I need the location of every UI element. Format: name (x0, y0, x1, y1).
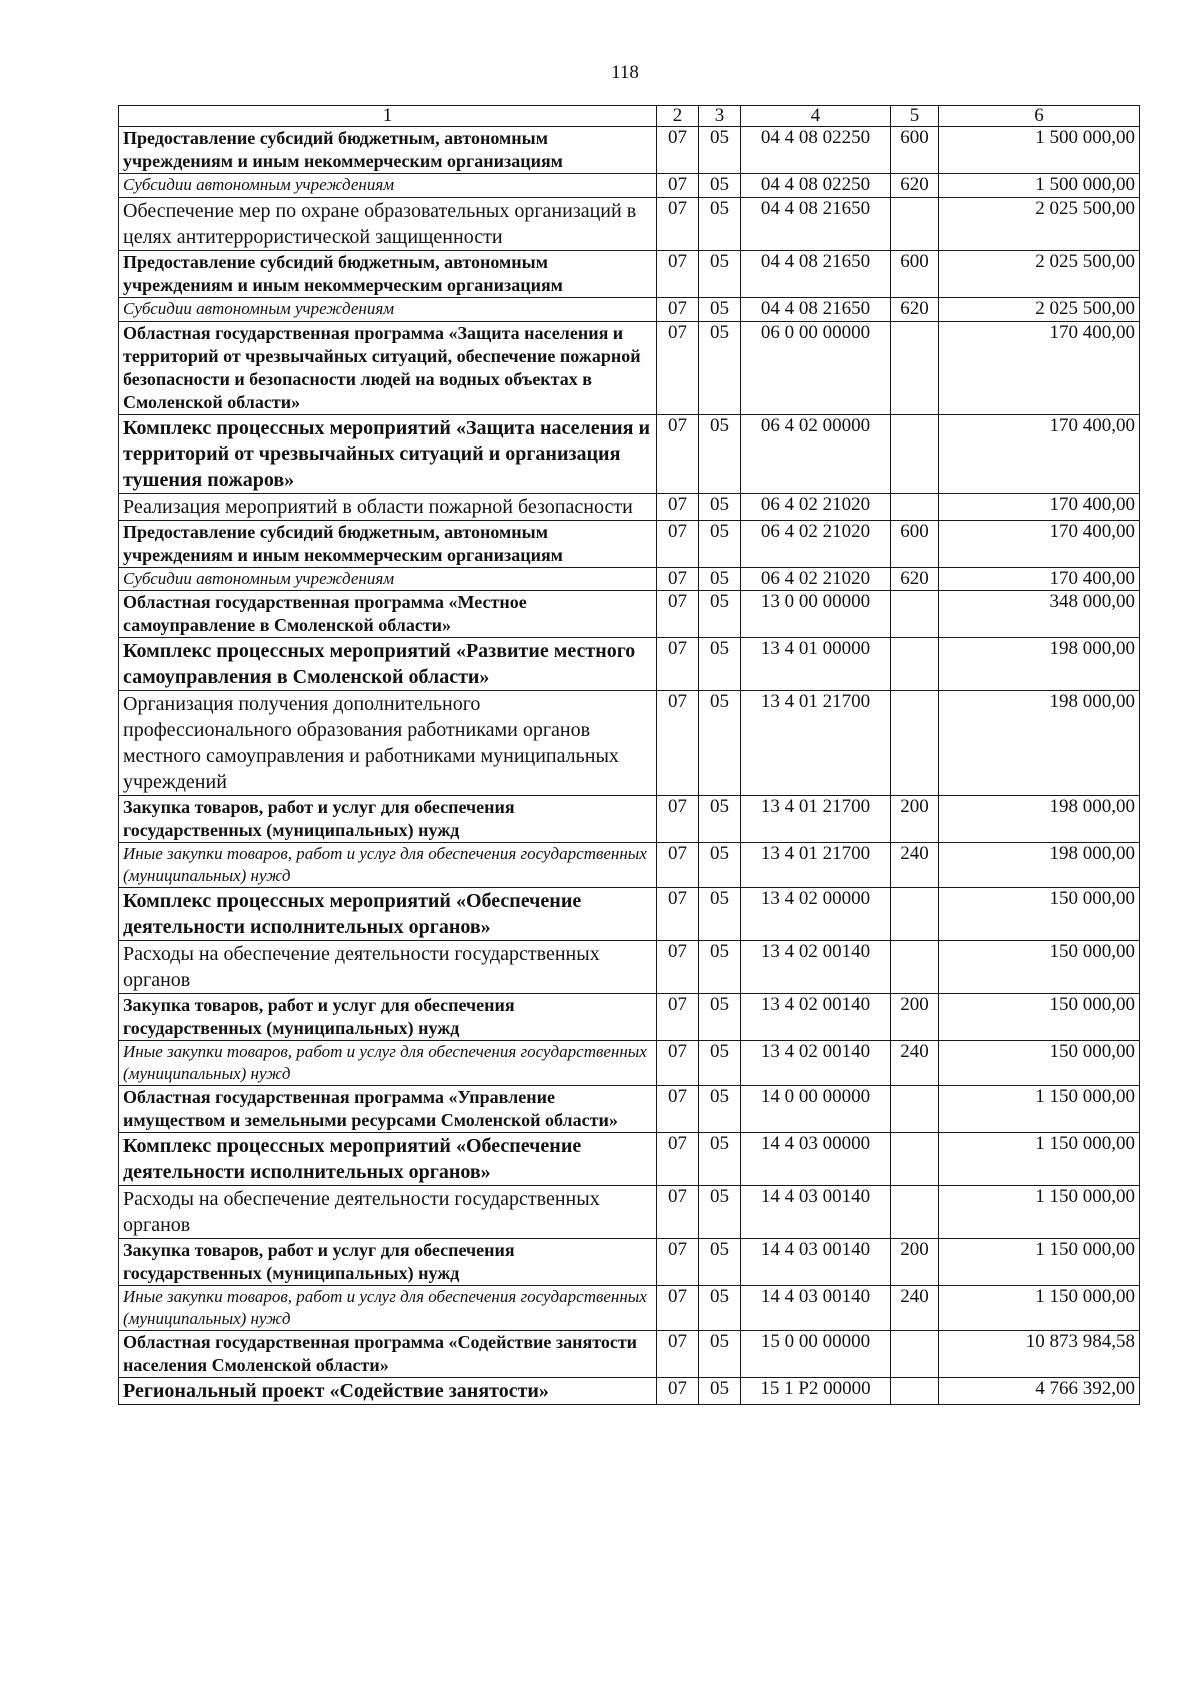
header-col-4: 4 (741, 106, 891, 127)
row-section-cell: 07 (657, 1331, 699, 1378)
row-name-cell: Иные закупки товаров, работ и услуг для обеспечения государственных (муниципальных) нужд (119, 1286, 657, 1331)
header-col-6: 6 (939, 106, 1140, 127)
row-subsection-cell: 05 (699, 796, 741, 843)
row-subsection-cell: 05 (699, 888, 741, 941)
row-subsection-cell: 05 (699, 1286, 741, 1331)
row-type-cell: 200 (891, 796, 939, 843)
row-type-cell (891, 1378, 939, 1405)
row-amount-cell: 2 025 500,00 (939, 197, 1140, 250)
row-subsection-cell: 05 (699, 1133, 741, 1186)
row-subsection-cell: 05 (699, 321, 741, 414)
row-section-cell: 07 (657, 414, 699, 493)
row-subsection-cell: 05 (699, 1041, 741, 1086)
table-row (119, 1186, 1140, 1239)
table-row (119, 250, 1140, 297)
row-subsection-cell: 05 (699, 1086, 741, 1133)
table-row (119, 941, 1140, 994)
row-target-cell: 14 4 03 00140 (741, 1239, 891, 1286)
row-type-cell: 200 (891, 1239, 939, 1286)
row-section-cell: 07 (657, 941, 699, 994)
row-target-cell: 04 4 08 21650 (741, 297, 891, 321)
header-col-2: 2 (657, 106, 699, 127)
row-amount-cell: 2 025 500,00 (939, 297, 1140, 321)
table-row (119, 520, 1140, 567)
row-section-cell: 07 (657, 638, 699, 691)
row-section-cell: 07 (657, 197, 699, 250)
table-row (119, 321, 1140, 414)
row-subsection-cell: 05 (699, 567, 741, 591)
row-type-cell: 620 (891, 174, 939, 198)
row-target-cell: 13 4 01 21700 (741, 796, 891, 843)
row-subsection-cell: 05 (699, 1378, 741, 1405)
row-amount-cell: 170 400,00 (939, 493, 1140, 520)
row-name-cell: Комплекс процессных мероприятий «Защита населения и территорий от чрезвычайных ситуаций и организация тушения пожаров» (119, 414, 657, 493)
row-type-cell: 200 (891, 994, 939, 1041)
table-row (119, 1331, 1140, 1378)
row-name-cell: Реализация мероприятий в области пожарной безопасности (119, 493, 657, 520)
header-col-3: 3 (699, 106, 741, 127)
row-target-cell: 14 0 00 00000 (741, 1086, 891, 1133)
row-subsection-cell: 05 (699, 941, 741, 994)
row-type-cell: 600 (891, 127, 939, 174)
table-header-row (119, 106, 1140, 127)
row-subsection-cell: 05 (699, 197, 741, 250)
row-target-cell: 14 4 03 00140 (741, 1286, 891, 1331)
header-col-5: 5 (891, 106, 939, 127)
row-name-cell: Иные закупки товаров, работ и услуг для обеспечения государственных (муниципальных) нужд (119, 1041, 657, 1086)
row-amount-cell: 150 000,00 (939, 888, 1140, 941)
row-section-cell: 07 (657, 591, 699, 638)
row-section-cell: 07 (657, 1286, 699, 1331)
row-name-cell: Организация получения дополнительного профессионального образования работниками органов местного самоуправления и работниками муниципальных учреждений (119, 691, 657, 796)
table-row (119, 638, 1140, 691)
row-section-cell: 07 (657, 1133, 699, 1186)
row-target-cell: 13 4 01 00000 (741, 638, 891, 691)
row-amount-cell: 150 000,00 (939, 941, 1140, 994)
row-type-cell (891, 414, 939, 493)
row-section-cell: 07 (657, 888, 699, 941)
row-name-cell: Областная государственная программа «Управление имуществом и земельными ресурсами Смоленской области» (119, 1086, 657, 1133)
row-type-cell: 620 (891, 567, 939, 591)
row-subsection-cell: 05 (699, 174, 741, 198)
row-section-cell: 07 (657, 297, 699, 321)
row-amount-cell: 2 025 500,00 (939, 250, 1140, 297)
row-type-cell: 240 (891, 843, 939, 888)
row-amount-cell: 198 000,00 (939, 843, 1140, 888)
row-target-cell: 04 4 08 02250 (741, 127, 891, 174)
row-subsection-cell: 05 (699, 520, 741, 567)
row-amount-cell: 150 000,00 (939, 994, 1140, 1041)
row-target-cell: 14 4 03 00140 (741, 1186, 891, 1239)
row-target-cell: 13 4 02 00140 (741, 994, 891, 1041)
row-amount-cell: 198 000,00 (939, 638, 1140, 691)
table-row (119, 174, 1140, 198)
table-row (119, 197, 1140, 250)
row-section-cell: 07 (657, 1041, 699, 1086)
row-section-cell: 07 (657, 994, 699, 1041)
table-row (119, 691, 1140, 796)
table-row (119, 591, 1140, 638)
row-name-cell: Расходы на обеспечение деятельности государственных органов (119, 1186, 657, 1239)
row-name-cell: Иные закупки товаров, работ и услуг для обеспечения государственных (муниципальных) нужд (119, 843, 657, 888)
row-target-cell: 06 4 02 21020 (741, 520, 891, 567)
row-type-cell (891, 1086, 939, 1133)
row-target-cell: 13 4 01 21700 (741, 691, 891, 796)
row-amount-cell: 1 150 000,00 (939, 1186, 1140, 1239)
row-subsection-cell: 05 (699, 297, 741, 321)
row-amount-cell: 1 150 000,00 (939, 1286, 1140, 1331)
row-amount-cell: 348 000,00 (939, 591, 1140, 638)
row-amount-cell: 170 400,00 (939, 321, 1140, 414)
row-name-cell: Субсидии автономным учреждениям (119, 297, 657, 321)
row-type-cell (891, 493, 939, 520)
row-subsection-cell: 05 (699, 691, 741, 796)
row-type-cell: 620 (891, 297, 939, 321)
row-name-cell: Субсидии автономным учреждениям (119, 174, 657, 198)
table-row (119, 796, 1140, 843)
row-section-cell: 07 (657, 321, 699, 414)
row-target-cell: 06 4 02 00000 (741, 414, 891, 493)
budget-table (118, 105, 1140, 1405)
row-type-cell (891, 1186, 939, 1239)
table-row (119, 414, 1140, 493)
row-subsection-cell: 05 (699, 591, 741, 638)
row-name-cell: Предоставление субсидий бюджетным, автономным учреждениям и иным некоммерческим организациям (119, 127, 657, 174)
row-target-cell: 04 4 08 02250 (741, 174, 891, 198)
row-section-cell: 07 (657, 1086, 699, 1133)
row-name-cell: Региональный проект «Содействие занятости» (119, 1378, 657, 1405)
row-amount-cell: 10 873 984,58 (939, 1331, 1140, 1378)
row-target-cell: 15 1 P2 00000 (741, 1378, 891, 1405)
row-amount-cell: 198 000,00 (939, 691, 1140, 796)
table-row (119, 1041, 1140, 1086)
row-section-cell: 07 (657, 174, 699, 198)
row-amount-cell: 170 400,00 (939, 520, 1140, 567)
row-name-cell: Субсидии автономным учреждениям (119, 567, 657, 591)
row-section-cell: 07 (657, 796, 699, 843)
row-section-cell: 07 (657, 1378, 699, 1405)
row-target-cell: 04 4 08 21650 (741, 250, 891, 297)
row-section-cell: 07 (657, 691, 699, 796)
table-row (119, 493, 1140, 520)
row-amount-cell: 1 150 000,00 (939, 1239, 1140, 1286)
table-row (119, 1133, 1140, 1186)
row-amount-cell: 1 150 000,00 (939, 1133, 1140, 1186)
row-subsection-cell: 05 (699, 994, 741, 1041)
table-row (119, 1286, 1140, 1331)
row-subsection-cell: 05 (699, 1331, 741, 1378)
table-row (119, 888, 1140, 941)
row-type-cell: 600 (891, 250, 939, 297)
table-body (119, 127, 1140, 1405)
row-target-cell: 06 0 00 00000 (741, 321, 891, 414)
page-number: 118 (611, 62, 639, 83)
row-name-cell: Областная государственная программа «Местное самоуправление в Смоленской области» (119, 591, 657, 638)
row-section-cell: 07 (657, 1186, 699, 1239)
row-amount-cell: 170 400,00 (939, 414, 1140, 493)
row-name-cell: Областная государственная программа «Содействие занятости населения Смоленской области» (119, 1331, 657, 1378)
row-subsection-cell: 05 (699, 250, 741, 297)
row-amount-cell: 150 000,00 (939, 1041, 1140, 1086)
table-row (119, 994, 1140, 1041)
row-name-cell: Комплекс процессных мероприятий «Развитие местного самоуправления в Смоленской области» (119, 638, 657, 691)
table-row (119, 1239, 1140, 1286)
header-col-1: 1 (119, 106, 657, 127)
row-target-cell: 13 4 02 00000 (741, 888, 891, 941)
row-amount-cell: 1 150 000,00 (939, 1086, 1140, 1133)
row-type-cell (891, 691, 939, 796)
row-target-cell: 13 4 02 00140 (741, 941, 891, 994)
row-subsection-cell: 05 (699, 843, 741, 888)
row-type-cell: 600 (891, 520, 939, 567)
row-target-cell: 13 4 01 21700 (741, 843, 891, 888)
row-section-cell: 07 (657, 493, 699, 520)
row-subsection-cell: 05 (699, 1186, 741, 1239)
row-section-cell: 07 (657, 567, 699, 591)
row-target-cell: 06 4 02 21020 (741, 493, 891, 520)
row-name-cell: Закупка товаров, работ и услуг для обеспечения государственных (муниципальных) нужд (119, 796, 657, 843)
row-amount-cell: 4 766 392,00 (939, 1378, 1140, 1405)
row-target-cell: 13 4 02 00140 (741, 1041, 891, 1086)
table-row (119, 1378, 1140, 1405)
row-type-cell (891, 321, 939, 414)
table-row (119, 1086, 1140, 1133)
row-target-cell: 15 0 00 00000 (741, 1331, 891, 1378)
row-subsection-cell: 05 (699, 638, 741, 691)
row-target-cell: 06 4 02 21020 (741, 567, 891, 591)
row-name-cell: Обеспечение мер по охране образовательных организаций в целях антитеррористической защищенности (119, 197, 657, 250)
row-name-cell: Предоставление субсидий бюджетным, автономным учреждениям и иным некоммерческим организациям (119, 520, 657, 567)
row-type-cell: 240 (891, 1286, 939, 1331)
row-name-cell: Областная государственная программа «Защита населения и территорий от чрезвычайных ситуаций, обеспечение пожарной безопасности и безопасности людей на водных объектах в Смоленской области» (119, 321, 657, 414)
table-row (119, 297, 1140, 321)
row-name-cell: Комплекс процессных мероприятий «Обеспечение деятельности исполнительных органов» (119, 1133, 657, 1186)
row-name-cell: Предоставление субсидий бюджетным, автономным учреждениям и иным некоммерческим организациям (119, 250, 657, 297)
row-name-cell: Расходы на обеспечение деятельности государственных органов (119, 941, 657, 994)
row-name-cell: Комплекс процессных мероприятий «Обеспечение деятельности исполнительных органов» (119, 888, 657, 941)
row-type-cell: 240 (891, 1041, 939, 1086)
row-type-cell (891, 197, 939, 250)
row-subsection-cell: 05 (699, 414, 741, 493)
row-type-cell (891, 1133, 939, 1186)
row-target-cell: 14 4 03 00000 (741, 1133, 891, 1186)
row-name-cell: Закупка товаров, работ и услуг для обеспечения государственных (муниципальных) нужд (119, 994, 657, 1041)
row-section-cell: 07 (657, 520, 699, 567)
row-type-cell (891, 591, 939, 638)
row-subsection-cell: 05 (699, 493, 741, 520)
row-target-cell: 04 4 08 21650 (741, 197, 891, 250)
row-subsection-cell: 05 (699, 127, 741, 174)
row-amount-cell: 1 500 000,00 (939, 174, 1140, 198)
row-type-cell (891, 941, 939, 994)
row-type-cell (891, 888, 939, 941)
row-section-cell: 07 (657, 843, 699, 888)
row-name-cell: Закупка товаров, работ и услуг для обеспечения государственных (муниципальных) нужд (119, 1239, 657, 1286)
table-row (119, 567, 1140, 591)
row-amount-cell: 1 500 000,00 (939, 127, 1140, 174)
row-subsection-cell: 05 (699, 1239, 741, 1286)
table-row (119, 127, 1140, 174)
row-section-cell: 07 (657, 127, 699, 174)
row-target-cell: 13 0 00 00000 (741, 591, 891, 638)
row-section-cell: 07 (657, 1239, 699, 1286)
row-section-cell: 07 (657, 250, 699, 297)
row-amount-cell: 198 000,00 (939, 796, 1140, 843)
row-amount-cell: 170 400,00 (939, 567, 1140, 591)
row-type-cell (891, 638, 939, 691)
row-type-cell (891, 1331, 939, 1378)
table-row (119, 843, 1140, 888)
